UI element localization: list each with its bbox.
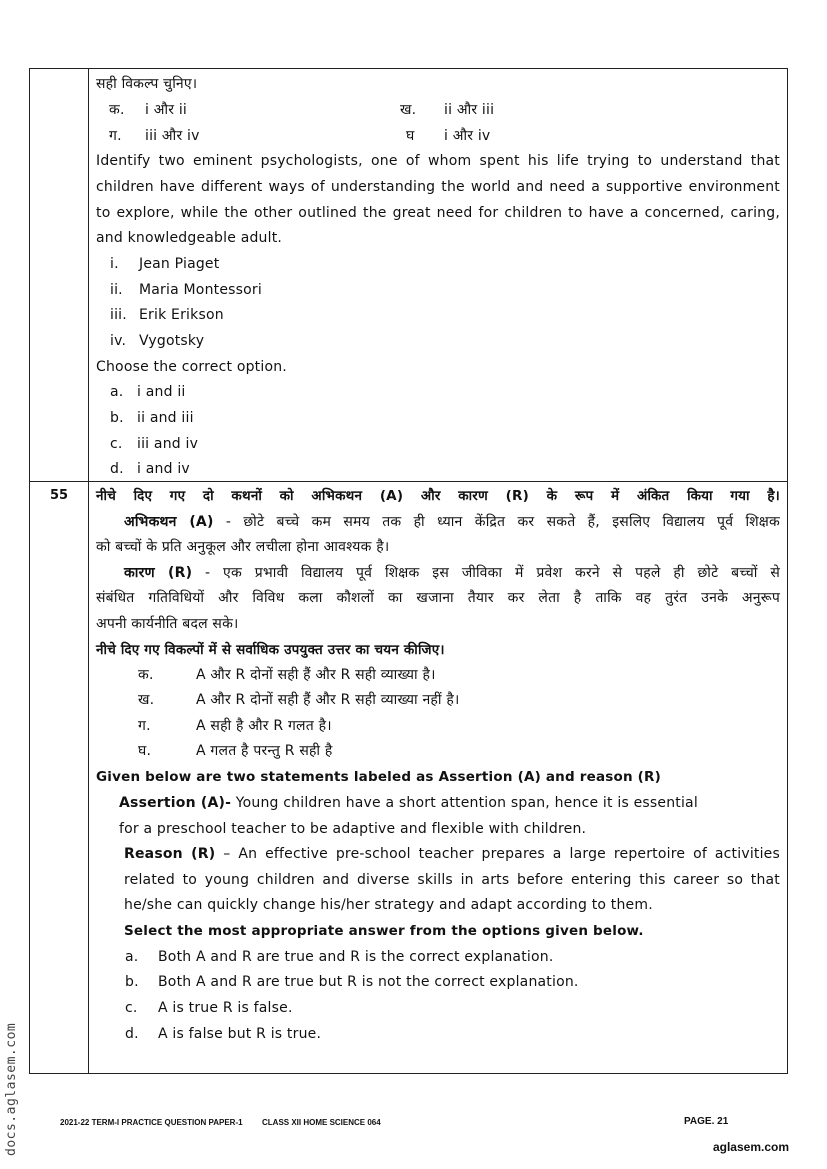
q55-option-marker: d. bbox=[125, 1026, 139, 1042]
q55-hindi-intro: नीचे दिए गए दो कथनों को अभिकथन (A) और कारण (R) के रूप में अंकित किया गया है। bbox=[96, 488, 780, 504]
q55-option-text: Both A and R are true but R is not the correct explanation. bbox=[158, 974, 579, 990]
q55-option-text: A is false but R is true. bbox=[158, 1026, 322, 1042]
row-divider bbox=[30, 481, 787, 482]
q54-question-line: to explore, while the other outlined the great need for children to have a concerned, caring, bbox=[96, 205, 780, 221]
q55-hindi-option-marker: ग. bbox=[138, 718, 151, 734]
q55-hindi-option-marker: ख. bbox=[138, 692, 155, 708]
question-table bbox=[29, 68, 788, 1074]
hindi-assertion-text: - छोटे बच्चे कम समय तक ही ध्यान केंद्रित कर सकते हैं, इसलिए विद्यालय पूर्व शिक्षक bbox=[213, 514, 780, 530]
q54-option-text: iii and iv bbox=[137, 436, 199, 452]
reason-text: – An effective pre-school teacher prepares a large repertoire of activities bbox=[215, 846, 780, 862]
q54-hindi-option-marker: ग. bbox=[109, 128, 122, 144]
q54-choose: Choose the correct option. bbox=[96, 359, 287, 375]
hindi-assertion-label: अभिकथन (A) bbox=[124, 514, 214, 530]
hindi-reason-text: - एक प्रभावी विद्यालय पूर्व शिक्षक इस जीविका में प्रवेश करने से पहले ही छोटे बच्चों से bbox=[192, 565, 780, 581]
q54-option-text: ii and iii bbox=[137, 410, 194, 426]
footer-class: CLASS XII HOME SCIENCE 064 bbox=[262, 1118, 381, 1127]
q55-option-text: Both A and R are true and R is the correct explanation. bbox=[158, 949, 554, 965]
q54-hindi-option-marker: घ bbox=[406, 128, 415, 144]
footer-page: PAGE. 21 bbox=[684, 1116, 729, 1127]
q55-hindi-option-text: A और R दोनों सही हैं और R सही व्याख्या नहीं है। bbox=[196, 692, 460, 708]
q55-option-marker: c. bbox=[125, 1000, 138, 1016]
q55-assertion bbox=[119, 794, 698, 812]
q54-option-text: i and ii bbox=[137, 384, 186, 400]
q55-hindi-option-text: A सही है और R गलत है। bbox=[196, 718, 332, 734]
q55-assertion-line2: for a preschool teacher to be adaptive and flexible with children. bbox=[119, 821, 587, 837]
q55-hindi-option-text: A गलत है परन्तु R सही है bbox=[196, 743, 333, 759]
hindi-reason-label: कारण (R) bbox=[124, 565, 193, 581]
q55-option-text: A is true R is false. bbox=[158, 1000, 293, 1016]
q55-hindi-select: नीचे दिए गए विकल्पों में से सर्वाधिक उपयुक्त उत्तर का चयन कीजिए। bbox=[96, 642, 445, 658]
q54-item-text: Jean Piaget bbox=[139, 256, 220, 272]
q55-hindi-assertion-line2: को बच्चों के प्रति अनुकूल और लचीला होना आवश्यक है। bbox=[96, 539, 390, 555]
q54-option-marker: a. bbox=[110, 384, 124, 400]
q54-item-text: Maria Montessori bbox=[139, 282, 262, 298]
q54-hindi-option-marker: क. bbox=[109, 102, 125, 118]
q54-item-text: Vygotsky bbox=[139, 333, 205, 349]
q55-hindi-reason-line2: संबंधित गतिविधियों और विविध कला कौशलों का खजाना तैयार कर लेता है ताकि वह तुरंत उनके अनुरूप bbox=[96, 590, 780, 606]
q54-option-text: i and iv bbox=[137, 461, 190, 477]
q54-question-line: and knowledgeable adult. bbox=[96, 230, 283, 246]
q54-item-marker: iv. bbox=[110, 333, 127, 349]
q55-hindi-assertion bbox=[124, 513, 780, 531]
side-watermark: docs.aglasem.com bbox=[4, 1022, 19, 1156]
column-divider bbox=[88, 69, 89, 1073]
q55-intro: Given below are two statements labeled as Assertion (A) and reason (R) bbox=[96, 769, 662, 785]
assertion-text: Young children have a short attention span, hence it is essential bbox=[231, 795, 698, 811]
assertion-label: Assertion (A)- bbox=[119, 795, 232, 811]
q55-hindi-option-marker: घ. bbox=[138, 743, 152, 759]
reason-label: Reason (R) bbox=[124, 846, 216, 862]
question-number: 55 bbox=[49, 488, 69, 503]
q54-option-marker: c. bbox=[110, 436, 123, 452]
q55-reason-line2: related to young children and diverse skills in arts before entering this career so that bbox=[124, 872, 780, 888]
q55-reason bbox=[124, 845, 780, 863]
q54-option-marker: d. bbox=[110, 461, 124, 477]
q54-hindi-option-text: i और iv bbox=[444, 128, 491, 144]
q55-option-marker: a. bbox=[125, 949, 139, 965]
q55-select: Select the most appropriate answer from the options given below. bbox=[124, 923, 644, 939]
q54-hindi-option-text: iii और iv bbox=[145, 128, 200, 144]
q55-hindi-reason-line3: अपनी कार्यनीति बदल सके। bbox=[96, 616, 239, 632]
q54-hindi-option-text: ii और iii bbox=[444, 102, 495, 118]
q54-hindi-option-marker: ख. bbox=[400, 102, 417, 118]
q55-hindi-option-text: A और R दोनों सही हैं और R सही व्याख्या है। bbox=[196, 667, 436, 683]
q54-item-text: Erik Erikson bbox=[139, 307, 224, 323]
q54-hindi-choose: सही विकल्प चुनिए। bbox=[96, 76, 198, 92]
q54-item-marker: i. bbox=[110, 256, 119, 272]
q55-reason-line3: he/she can quickly change his/her strategy and adapt according to them. bbox=[124, 897, 653, 913]
q55-hindi-option-marker: क. bbox=[138, 667, 154, 683]
q54-item-marker: iii. bbox=[110, 307, 127, 323]
q54-question-line: children have different ways of understanding the world and need a supportive environment bbox=[96, 179, 780, 195]
q54-question-line: Identify two eminent psychologists, one of whom spent his life trying to understand that bbox=[96, 153, 780, 169]
q55-hindi-reason bbox=[124, 564, 780, 582]
q54-item-marker: ii. bbox=[110, 282, 123, 298]
q55-option-marker: b. bbox=[125, 974, 139, 990]
q54-hindi-option-text: i और ii bbox=[145, 102, 188, 118]
footer-paper: 2021-22 TERM-I PRACTICE QUESTION PAPER-1 bbox=[60, 1118, 243, 1127]
q54-option-marker: b. bbox=[110, 410, 124, 426]
site-watermark: aglasem.com bbox=[712, 1140, 789, 1154]
